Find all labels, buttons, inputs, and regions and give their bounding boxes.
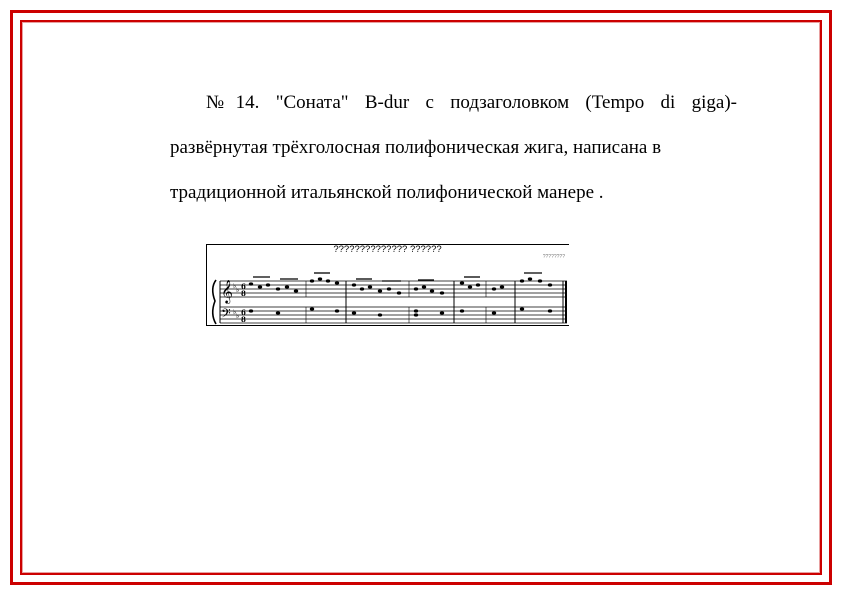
sheet-music-image xyxy=(206,244,569,326)
svg-text:6: 6 xyxy=(241,308,246,317)
svg-text:♭: ♭ xyxy=(233,282,237,290)
svg-text:♭: ♭ xyxy=(236,286,240,294)
paragraph-line-2: развёрнутая трёхголосная полифоническая жига, написана в xyxy=(170,137,662,158)
music-staff-icon xyxy=(206,244,569,326)
svg-text:♭: ♭ xyxy=(236,312,240,320)
description-paragraph xyxy=(170,80,737,215)
score-title: ?????????????? ?????? xyxy=(333,244,442,255)
paragraph-line-1: №14. "Соната" B-dur с подзаголовком (Tempo di giga)- xyxy=(206,92,737,113)
paragraph-line-3: традиционной итальянской полифонической манере . xyxy=(170,182,604,203)
score-tempo-marking: ???????? xyxy=(542,254,565,260)
svg-text:𝄞: 𝄞 xyxy=(221,279,233,303)
svg-text:6: 6 xyxy=(241,282,246,291)
svg-text:8: 8 xyxy=(241,315,246,324)
svg-text:♭: ♭ xyxy=(233,308,237,316)
svg-text:8: 8 xyxy=(241,289,246,298)
svg-text:𝄢: 𝄢 xyxy=(221,306,231,324)
